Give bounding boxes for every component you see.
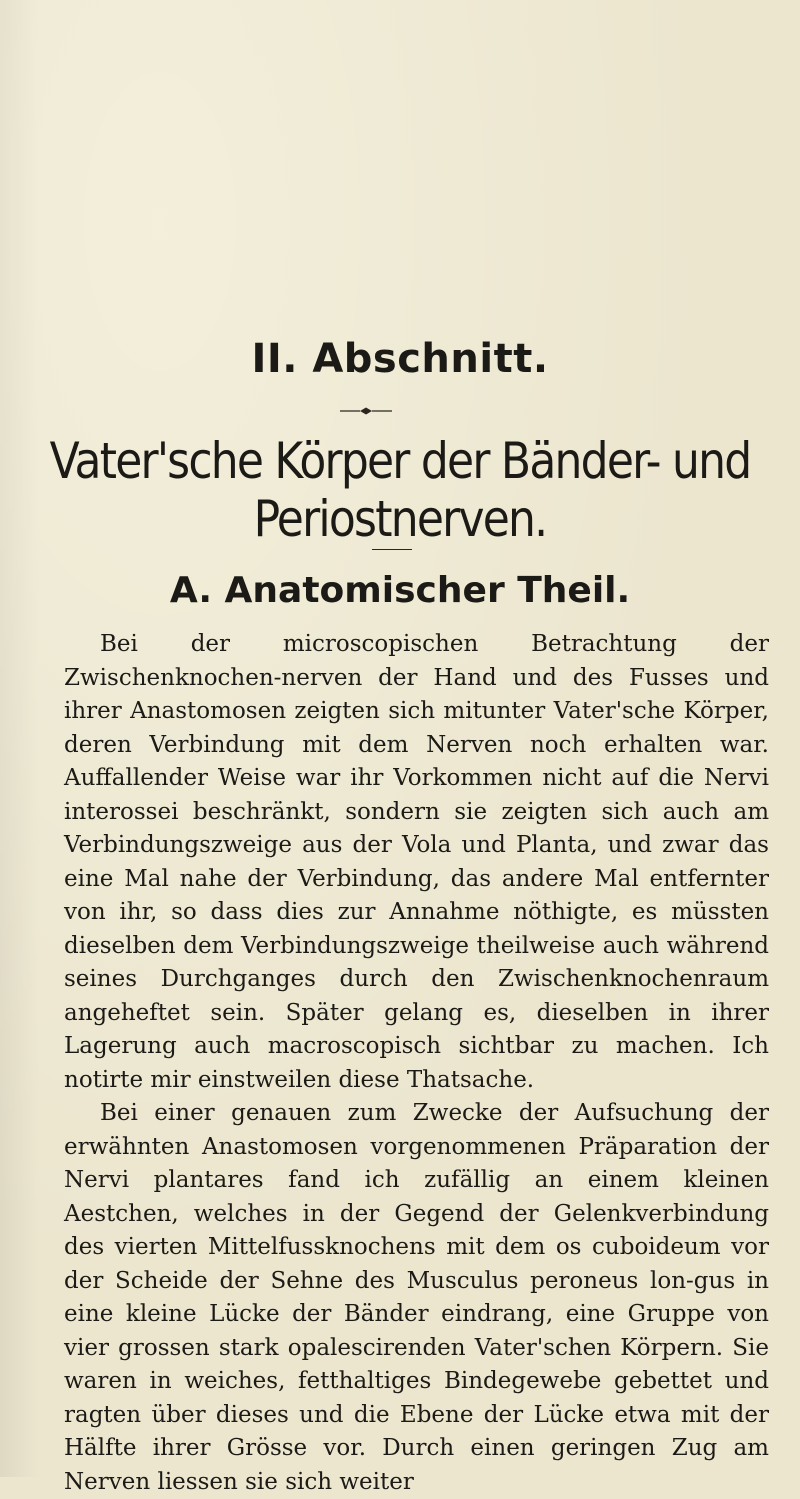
paragraph-1: Bei der microscopischen Betrachtung der Zwischenknochen-nerven der Hand und des Fusses und ihrer Anastomosen zeigten sich mitunter Vater'sche Körper, deren Verbindung mit dem Nerven noch erhalten war. Auffallender Weise war ihr Vorkommen nicht auf die Nervi interossei beschränkt, sondern sie zeigten sich auch am Verbindungszweige aus der Vola und Planta, und zwar das eine Mal nahe der Verbindung, das andere Mal entfernter von ihr, so dass dies zur Annahme nöthigte, es müssten dieselben dem Verbindungszweige theilweise auch während seines Durchganges durch den Zwischenknochenraum angeheftet sein. Später gelang es, dieselben in ihrer Lagerung auch macroscopisch sichtbar zu machen. Ich notirte mir einstweilen diese Thatsache. xyxy=(64,631,769,1093)
sub-heading: A. Anatomischer Theil. xyxy=(169,570,631,611)
paragraph-2: Bei einer genauen zum Zwecke der Aufsuchung der erwähnten Anastomosen vorgenommenen Präparation der Nervi plantares fand ich zufällig an einem kleinen Aestchen, welches in der Gegend der Gelenkverbindung des vierten Mittelfussknochens mit dem os cuboideum vor der Scheide der Sehne des Musculus peroneus lon-gus in eine kleine Lücke der Bänder eindrang, eine Gruppe von vier grossen stark opalescirenden Vater'schen Körpern. Sie waren in weiches, fetthaltiges Bindegewebe gebettet und ragten über dieses und die Ebene der Lücke etwa mit der Hälfte ihrer Grösse vor. Durch einen geringen Zug am Nerven liessen sie sich weiter xyxy=(64,1100,769,1495)
body-text xyxy=(64,628,769,1499)
title-rule xyxy=(372,549,412,550)
chapter-title: Vater'sche Körper der Bänder- und Periostnerven. xyxy=(49,432,751,548)
ornament-divider-icon xyxy=(340,406,392,416)
section-heading: II. Abschnitt. xyxy=(251,336,549,382)
